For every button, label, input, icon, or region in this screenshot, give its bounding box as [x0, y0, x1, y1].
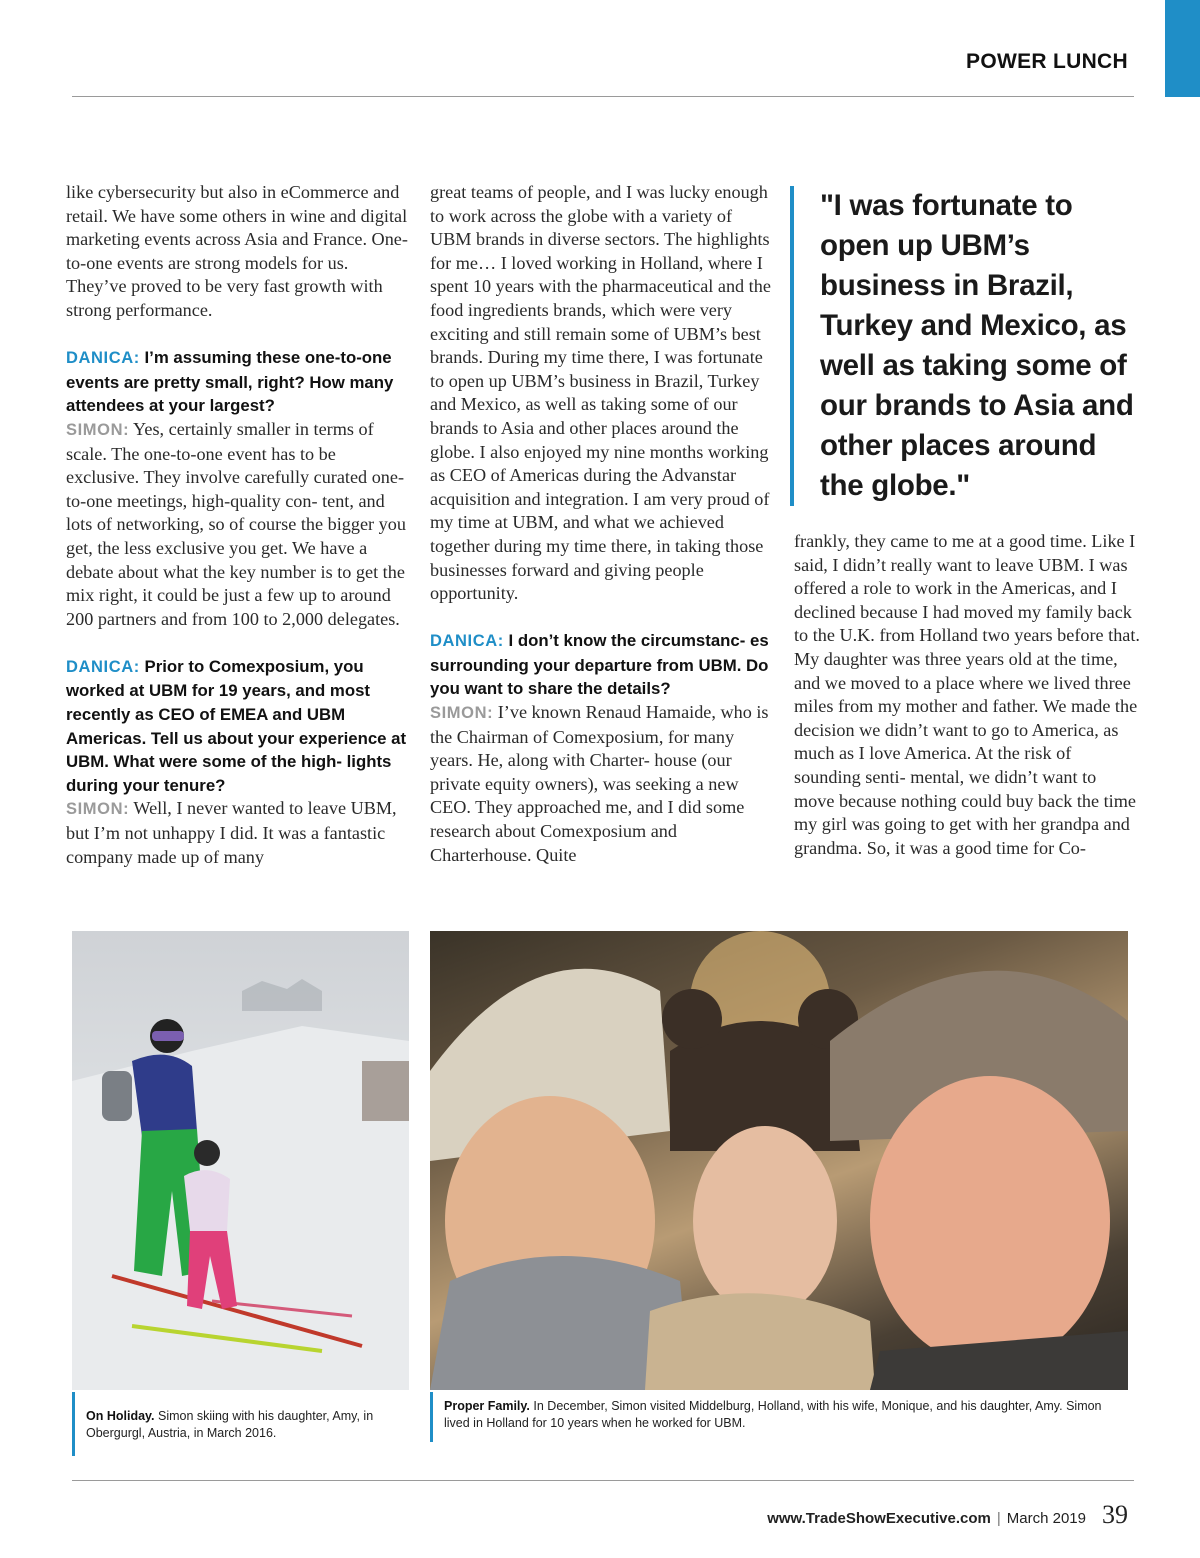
section-tab-marker — [1165, 0, 1200, 97]
caption-title: Proper Family. — [444, 1399, 530, 1413]
ski-photo-illustration — [72, 931, 409, 1390]
speaker-label-simon: SIMON: — [430, 704, 494, 723]
family-photo-caption — [430, 1392, 1128, 1442]
question-block — [430, 629, 774, 867]
footer-separator: | — [996, 1510, 1001, 1527]
caption-text: In December, Simon visited Middelburg, Holland, with his wife, Monique, and his daughter, Amy. Simon lived in Holland for 10 years when he worked for UBM. — [444, 1399, 1102, 1430]
caption-text: Simon skiing with his daughter, Amy, in Obergurgl, Austria, in March 2016. — [86, 1409, 374, 1440]
family-photo — [430, 931, 1128, 1390]
question-block — [66, 655, 410, 869]
ski-photo — [72, 931, 409, 1390]
speaker-label-danica: DANICA: — [66, 657, 140, 676]
caption-title: On Holiday. — [86, 1409, 155, 1423]
footer-divider — [72, 1480, 1134, 1481]
paragraph: great teams of people, and I was lucky enough to work across the globe with a variety of UBM brands in diverse sectors. The highlights for me… I loved working in Holland, where I spent 10 years with the pharmaceutical and the food ingredients brands, which were very exciting and still remain some of UBM’s best brands. During my time there, I was fortunate to open up UBM’s business in Brazil, Turkey and Mexico, as well as taking some of our brands to Asia and other places around the globe. I also enjoyed my nine months working as CEO of Americas during the Advanstar acquisition and integration. I am very proud of my time at UBM, and what we achieved together during my time there, in taking those businesses forward and giving people opportunity. — [430, 182, 771, 604]
question-block — [66, 346, 410, 631]
speaker-label-simon: SIMON: — [66, 800, 130, 819]
paragraph: frankly, they came to me at a good time. Like I said, I didn’t really want to leave UBM. I was offered a role to work in the Americas, and I declined because I had moved my family back to the U.K. from Holland two years before that. My daughter was three years old at the time, and we moved to a place where we lived three miles from my mother and father. We made the decision we didn’t want to go to America, as much as I love America. At the risk of sounding senti- mental, we didn’t want to move because nothing could buy back the time my girl was going to get with her grandpa and grandma. So, it was a good time for Co- — [794, 531, 1140, 858]
family-photo-illustration — [430, 931, 1128, 1390]
answer-text: Well, I never wanted to leave UBM, but I’m not unhappy I did. It was a fantastic company made up of many — [66, 798, 397, 867]
ski-photo-caption — [72, 1392, 409, 1456]
answer-text: Yes, certainly smaller in terms of scale. The one-to-one event has to be exclusive. They involve carefully curated one-to-one meetings, high-quality con- tent, and lots of networking, so of course the bigger you get, the less exclusive you get. We have a debate about what the key number is to get the mix right, it could be just a few up to around 200 partners and from 100 to 2,000 delegates. — [66, 418, 406, 629]
issue-date: March 2019 — [1006, 1510, 1086, 1527]
speaker-label-danica: DANICA: — [430, 632, 504, 651]
question-text: Prior to Comexposium, you worked at UBM for 19 years, and most recently as CEO of EMEA and UBM Americas. Tell us about your experience at UBM. What were some of the high- lights during your tenure? — [66, 656, 407, 795]
answer-text: I’ve known Renaud Hamaide, who is the Chairman of Comexposium, for many years. He, along with Charter- house (our private equity owners), was seeking a new CEO. They approached me, and I did some research about Comexposium and Charterhouse. Quite — [430, 702, 769, 865]
article-column-3 — [794, 530, 1140, 884]
question-text: I’m assuming these one-to-one events are pretty small, right? How many attendees at your largest? — [66, 348, 394, 416]
section-title: POWER LUNCH — [966, 50, 1128, 73]
paragraph: like cybersecurity but also in eCommerce and retail. We have some others in wine and digital marketing events across Asia and France. One-to-one events are strong models for us. They’ve proved to be very fast growth with strong performance. — [66, 182, 408, 320]
header-divider — [72, 96, 1134, 97]
speaker-label-danica: DANICA: — [66, 349, 140, 368]
page-footer — [767, 1500, 1128, 1530]
website-link[interactable]: www.TradeShowExecutive.com — [767, 1510, 991, 1527]
page-number: 39 — [1102, 1500, 1128, 1529]
article-column-2 — [430, 181, 774, 891]
article-column-1 — [66, 181, 410, 893]
speaker-label-simon: SIMON: — [66, 420, 130, 439]
question-text: I don’t know the circumstanc- es surrounding your departure from UBM. Do you want to share the details? — [430, 631, 769, 699]
pull-quote: "I was fortunate to open up UBM’s business in Brazil, Turkey and Mexico, as well as taking some of our brands to Asia and other places around the globe." — [790, 186, 1140, 506]
